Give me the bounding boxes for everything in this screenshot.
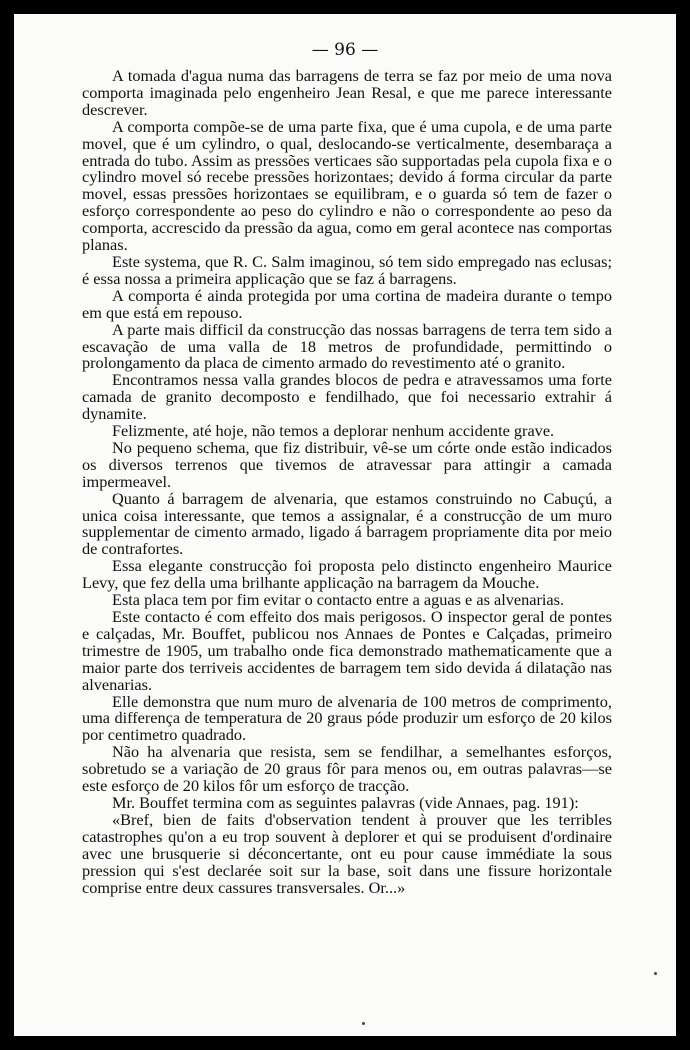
document-page: [14, 14, 676, 1036]
paragraph: Essa elegante construcção foi proposta pelo distincto engenheiro Maurice Levy, que fez della uma brilhante applicação na barragem da Mouche.: [82, 556, 612, 593]
paragraph: A parte mais difficil da construcção das nossas barragens de terra tem sido a escavação de uma valla de 18 metros de profundidade, permittindo o prolongamento da placa de cimento armado do revestimento até o granito.: [82, 319, 612, 373]
paragraph: A comporta compõe-se de uma parte fixa, que é uma cupola, e de uma parte movel, que é um cylindro, o qual, deslocando-se verticalmente, desembaraça a entrada do tubo. Assim as pressões verticaes são supportadas pela cupola fixa e o cylindro movel só recebe pressões horizontaes; devido á forma circular da parte movel, essas pressões horizontaes se equilibram, e o guarda só tem de fazer o esforço correspondente ao peso do cylindro e não o correspondente ao peso da comporta, accrescido da pressão da agua, como em geral acontece nas comportas planas.: [82, 116, 612, 255]
paragraph: Não ha alvenaria que resista, sem se fendilhar, a semelhantes esforços, sobretudo se a variação de 20 graus fôr para menos ou, em outras palavras—se este esforço de 20 kilos fôr um esforço de tracção.: [82, 742, 612, 796]
page-number: — 96 —: [311, 40, 379, 60]
paragraph: Este systema, que R. C. Salm imaginou, só tem sido empregado nas eclusas; é essa nossa a primeira applicação que se faz á barragens.: [82, 251, 612, 288]
paragraph: Quanto á barragem de alvenaria, que estamos construindo no Cabuçú, a unica coisa interessante, que temos a assignalar, é a construcção de um muro supplementar de cimento armado, ligado á barragem propriamente dita por meio de contrafortes.: [82, 488, 612, 559]
paragraph: Felizmente, até hoje, não temos a deplorar nenhum accidente grave.: [112, 421, 555, 441]
paragraph: Elle demonstra que num muro de alvenaria de 100 metros de comprimento, uma differença de temperatura de 20 graus póde produzir um esforço de 20 kilos por centimetro quadrado.: [82, 691, 612, 745]
paragraph: A comporta é ainda protegida por uma cortina de madeira durante o tempo em que está em repouso.: [82, 285, 612, 322]
paragraph: Este contacto é com effeito dos mais perigosos. O inspector geral de pontes e calçadas, Mr. Bouffet, publicou nos Annaes de Pontes e Calçadas, primeiro trimestre de 1905, um trabalho onde fica demonstrado mathematicamente que a maior parte dos terriveis accidentes de barragem tem sido devida á dilatação nas alvenarias.: [82, 607, 612, 694]
body-text: [82, 68, 612, 896]
paragraph: Mr. Bouffet termina com as seguintes palavras (vide Annaes, pag. 191):: [112, 792, 579, 812]
print-speck: [362, 1022, 365, 1025]
paragraph: No pequeno schema, que fiz distribuir, vê-se um córte onde estão indicados os diversos terrenos que tivemos de atravessar para attingir a camada impermeavel.: [82, 437, 612, 491]
quote-paragraph: «Bref, bien de faits d'observation tendent à prouver que les terribles catastrophes qu'on a eu trop souvent à deplorer et qui se produisent d'ordinaire avec une brusquerie si déconcertante, ont eu pour cause immédiate la sous pression qui s'est declarée soit sur la base, soit dans une fissure horizontale comprise entre deux cassures transversales. Or...»: [82, 809, 612, 897]
print-speck: [654, 972, 657, 975]
paragraph: Encontramos nessa valla grandes blocos de pedra e atravessamos uma forte camada de granito decomposto e fendilhado, que foi necessario extrahir á dynamite.: [82, 370, 612, 424]
paragraph: Esta placa tem por fim evitar o contacto entre a aguas e as alvenarias.: [112, 590, 565, 610]
paragraph: A tomada d'agua numa das barragens de terra se faz por meio de uma nova comporta imaginada pelo engenheiro Jean Resal, e que me parece interessante descrever.: [82, 66, 612, 119]
